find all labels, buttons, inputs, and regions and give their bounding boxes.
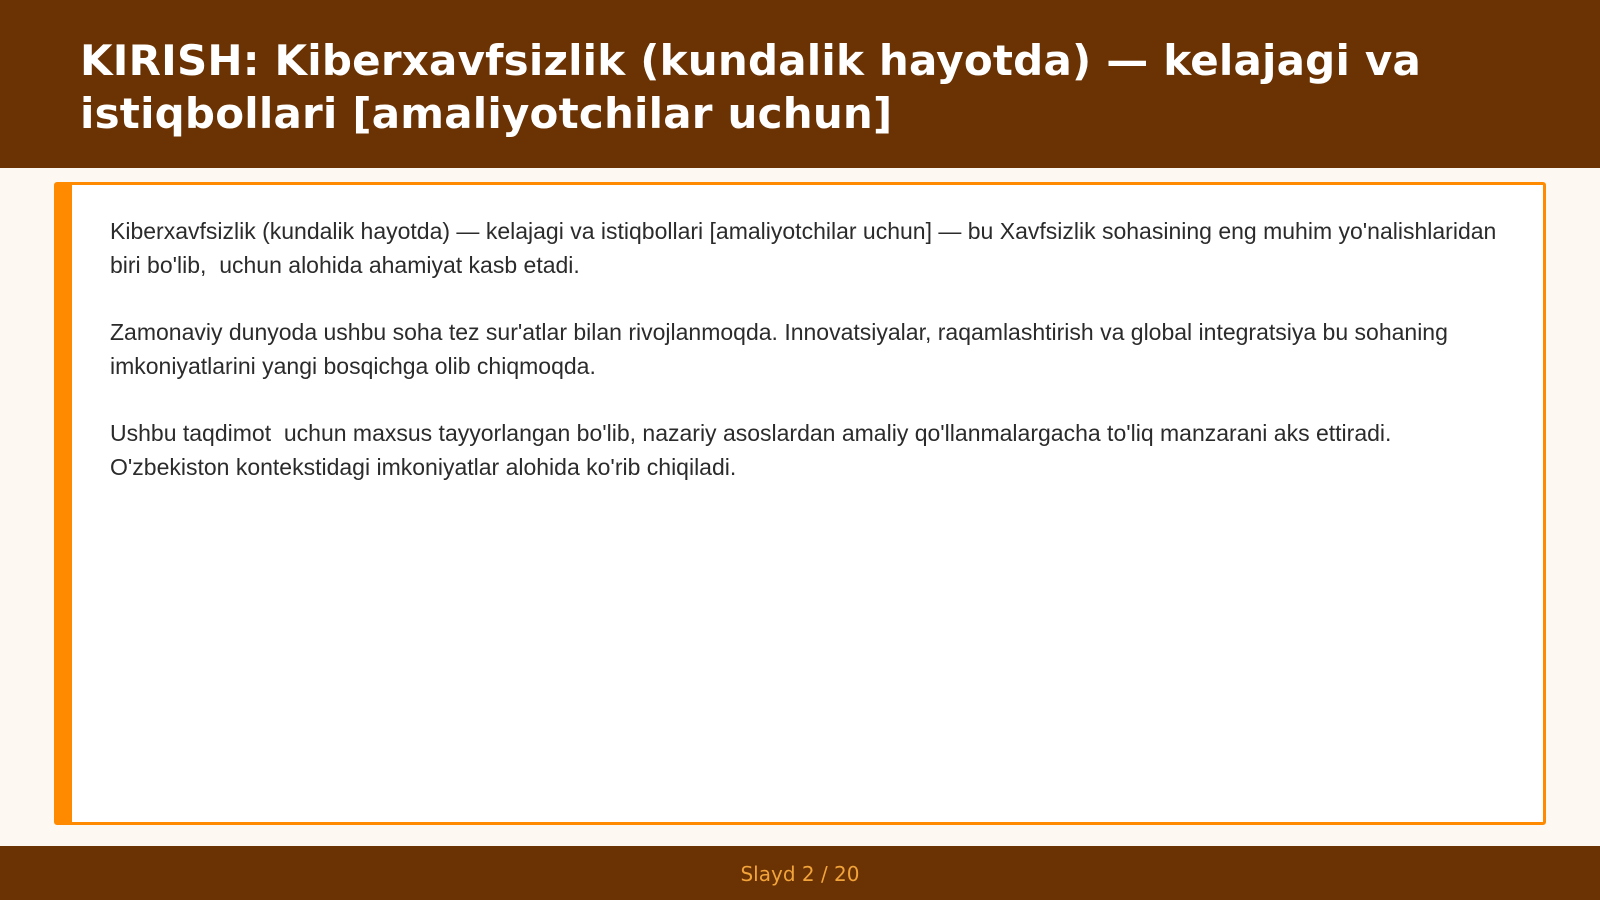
intro-paragraph-1: Kiberxavfsizlik (kundalik hayotda) — kelajagi va istiqbollari [amaliyotchilar uchun] — bu Xavfsizlik sohasining eng muhim yo'nalishlaridan biri bo'lib, uchun alohida ahamiyat kasb etadi. <box>110 218 1503 278</box>
slide-footer <box>0 846 1600 900</box>
slide-header <box>0 0 1600 168</box>
content-card <box>54 182 1546 825</box>
intro-paragraph-3: Ushbu taqdimot uchun maxsus tayyorlangan bo'lib, nazariy asoslardan amaliy qo'llanmalargacha to'liq manzarani aks ettiradi. O'zbekiston kontekstidagi imkoniyatlar alohida ko'rib chiqiladi. <box>110 420 1398 480</box>
slide-title: KIRISH: Kiberxavfsizlik (kundalik hayotda) — kelajagi va istiqbollari [amaliyotchilar uchun] <box>80 36 1421 138</box>
intro-paragraph-2: Zamonaviy dunyoda ushbu soha tez sur'atlar bilan rivojlanmoqda. Innovatsiyalar, raqamlashtirish va global integratsiya bu sohaning imkoniyatlarini yangi bosqichga olib chiqmoqda. <box>110 319 1455 379</box>
slide-counter: Slayd 2 / 20 <box>740 862 860 886</box>
